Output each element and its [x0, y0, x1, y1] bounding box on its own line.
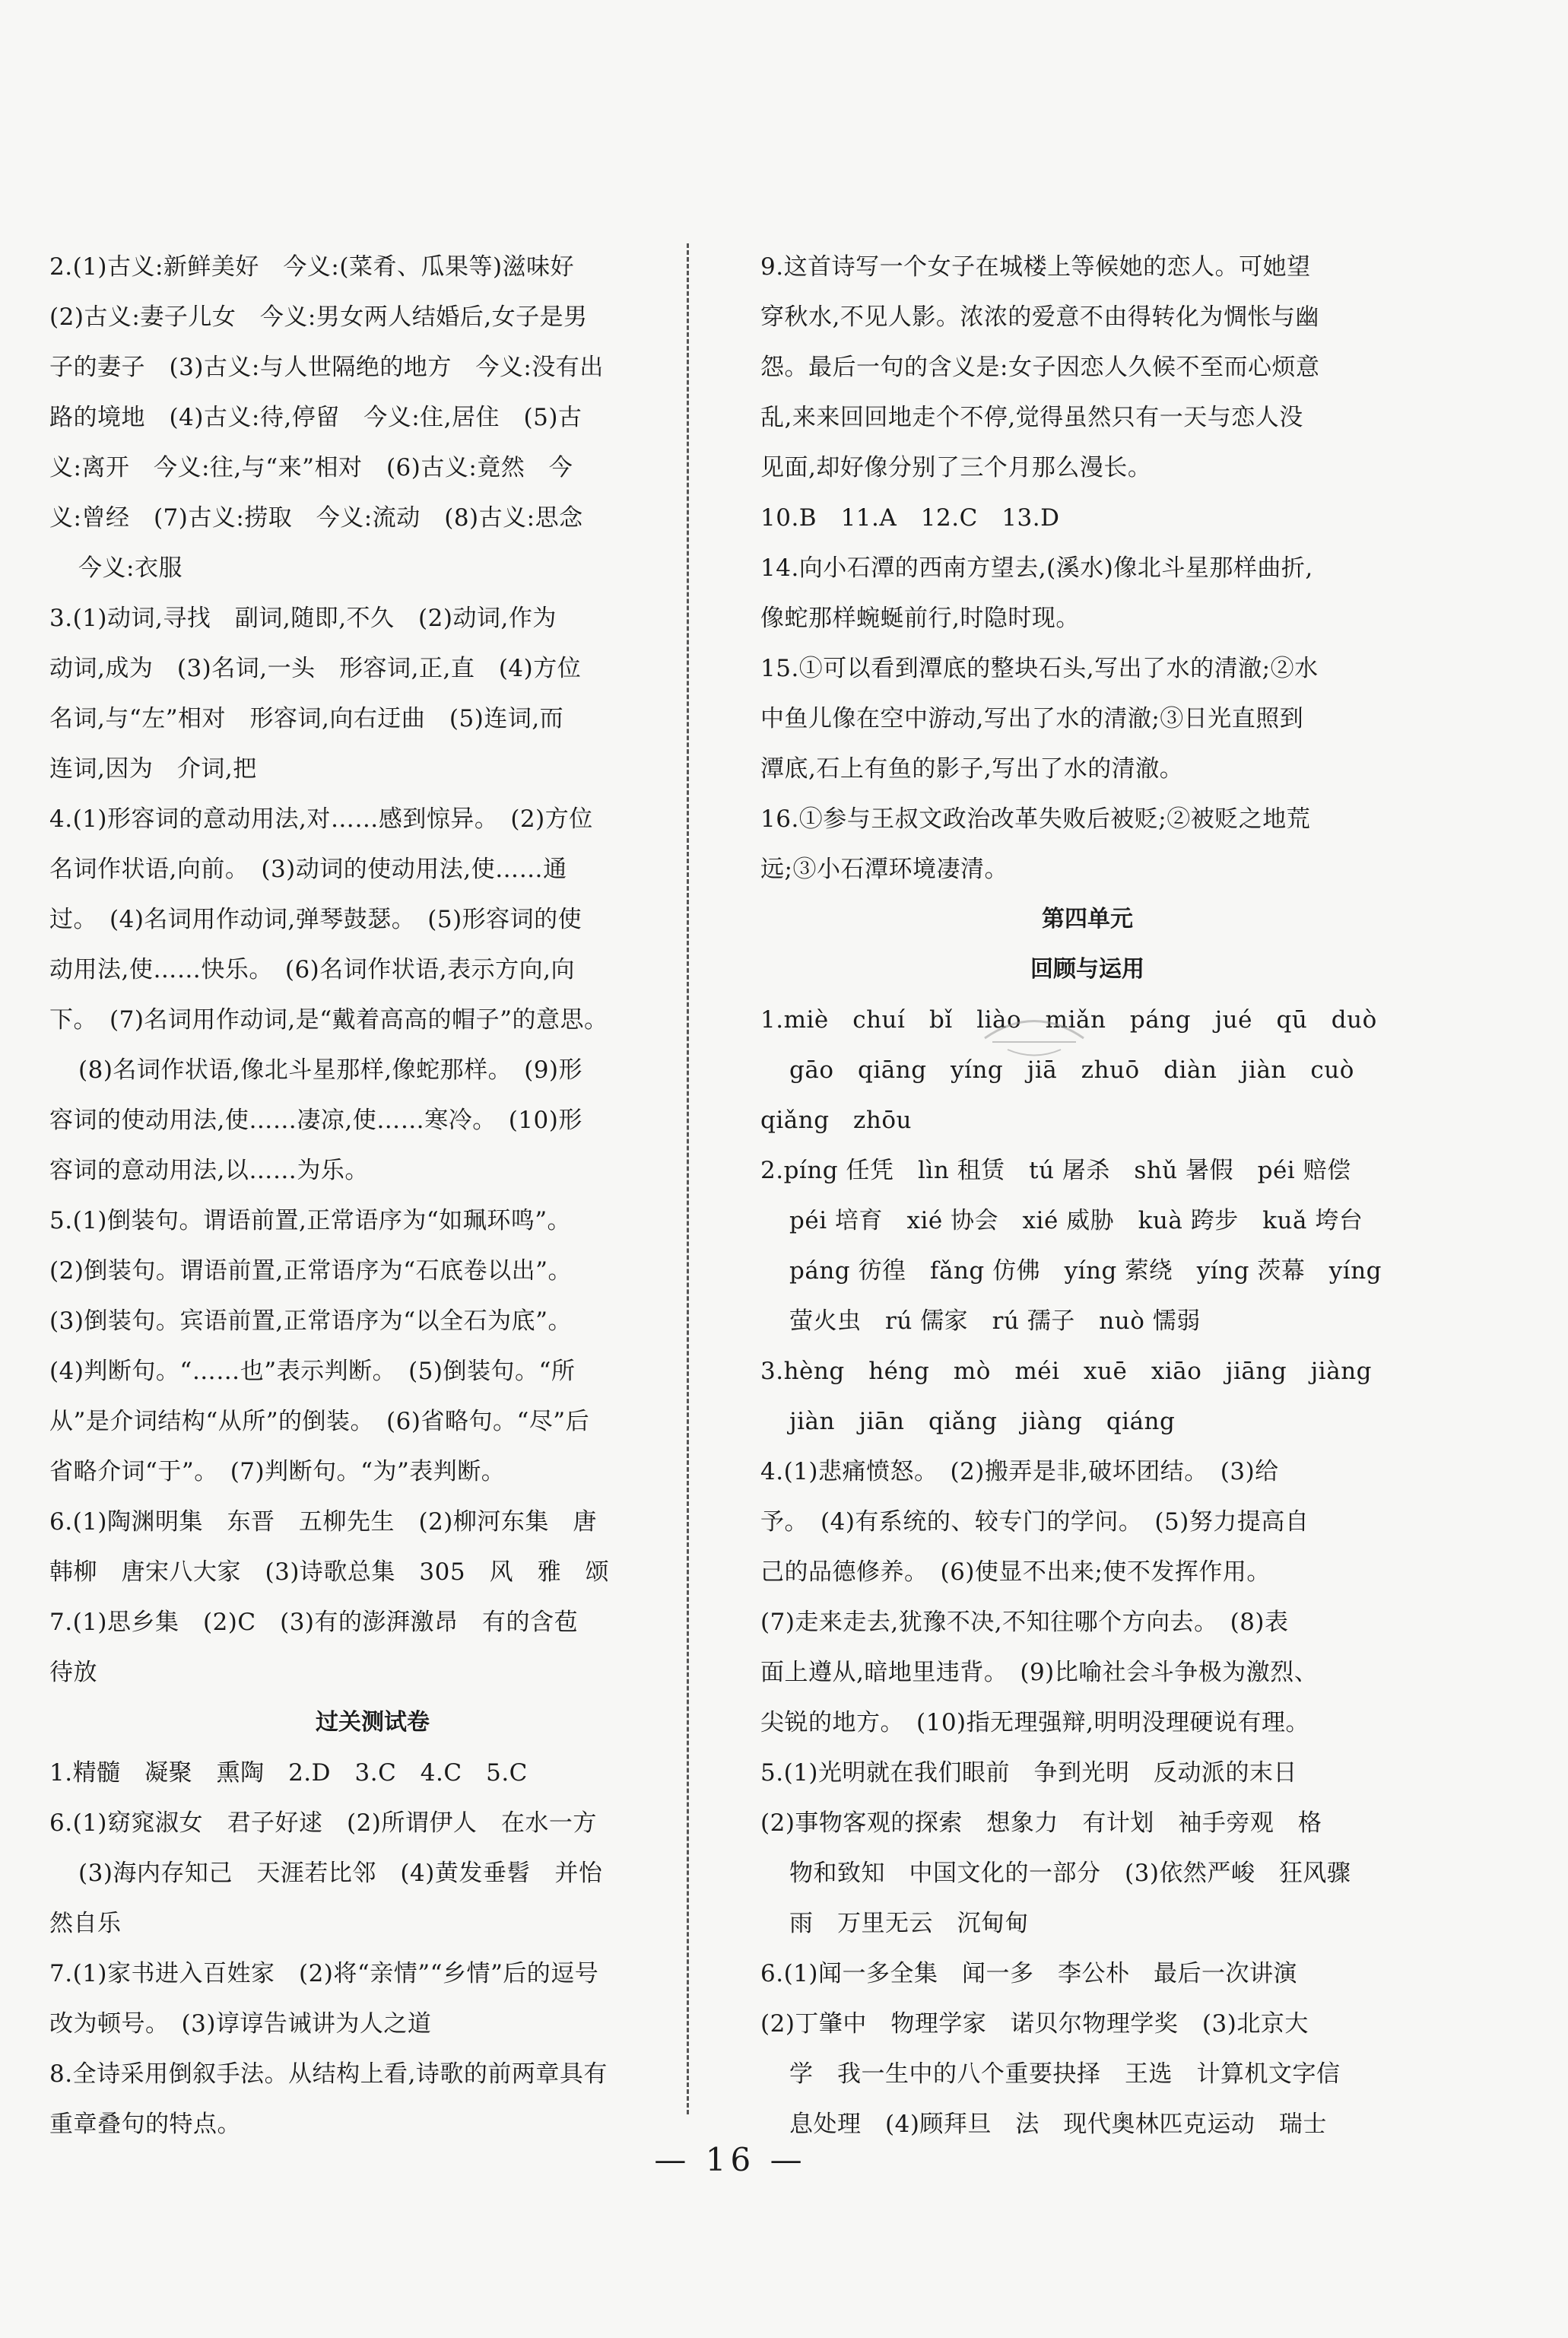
- answer-line: 14.向小石潭的西南方望去,(溪水)像北斗星那样曲折,: [760, 554, 1313, 582]
- answer-line: 3.hèng héng mò méi xuē xiāo jiāng jiàng: [760, 1358, 1373, 1385]
- answer-line: 4.(1)形容词的意动用法,对……感到惊异。 (2)方位: [49, 805, 593, 833]
- section-heading: 回顾与运用: [1030, 956, 1144, 983]
- answer-line: (3)海内存知己 天涯若比邻 (4)黄发垂髫 并怡: [78, 1860, 603, 1887]
- answer-line: 物和致知 中国文化的一部分 (3)依然严峻 狂风骤: [789, 1860, 1351, 1887]
- answer-line: jiàn jiān qiǎng jiàng qiáng: [789, 1408, 1176, 1435]
- answer-line: 15.①可以看到潭底的整块石头,写出了水的清澈;②水: [760, 655, 1319, 682]
- answer-line: 7.(1)思乡集 (2)C (3)有的澎湃激昂 有的含苞: [49, 1609, 579, 1636]
- answer-line: 5.(1)倒装句。谓语前置,正常语序为“如珮环鸣”。: [49, 1207, 572, 1234]
- answer-line: páng 彷徨 fǎng 仿佛 yíng 萦绕 yíng 茨幕 yíng: [789, 1257, 1382, 1285]
- answer-line: 5.(1)光明就在我们眼前 争到光明 反动派的末日: [760, 1759, 1297, 1787]
- answer-line: (3)倒装句。宾语前置,正常语序为“以全石为底”。: [49, 1307, 572, 1335]
- answer-line: 义:离开 今义:往,与“来”相对 (6)古义:竟然 今: [49, 454, 573, 481]
- answer-line: 萤火虫 rú 儒家 rú 孺子 nuò 懦弱: [789, 1307, 1201, 1335]
- answer-line: 乱,来来回回地走个不停,觉得虽然只有一天与恋人没: [760, 404, 1303, 431]
- answer-line: (8)名词作状语,像北斗星那样,像蛇那样。 (9)形: [78, 1056, 583, 1084]
- answer-line: 9.这首诗写一个女子在城楼上等候她的恋人。可她望: [760, 253, 1311, 281]
- answer-line: 改为顿号。 (3)谆谆告诫讲为人之道: [49, 2010, 432, 2038]
- answer-line: 重章叠句的特点。: [49, 2111, 241, 2138]
- answer-line: 16.①参与王叔文政治改革失败后被贬;②被贬之地荒: [760, 805, 1311, 833]
- answer-line: 8.全诗采用倒叙手法。从结构上看,诗歌的前两章具有: [49, 2060, 608, 2088]
- answer-line: 见面,却好像分别了三个月那么漫长。: [760, 454, 1152, 481]
- stamp-watermark-icon: [977, 1008, 1091, 1061]
- answer-line: 动用法,使……快乐。 (6)名词作状语,表示方向,向: [49, 956, 575, 983]
- answer-line: 1.miè chuí bǐ liào miǎn páng jué qū duò: [760, 1006, 1377, 1034]
- answer-line: 怨。最后一句的含义是:女子因恋人久候不至而心烦意: [760, 354, 1320, 381]
- answer-line: (7)走来走去,犹豫不决,不知往哪个方向去。 (8)表: [760, 1609, 1289, 1636]
- left-column: [49, 242, 696, 2149]
- section-heading: 第四单元: [1042, 906, 1133, 932]
- answer-line: 像蛇那样蜿蜒前行,时隐时现。: [760, 605, 1080, 632]
- answer-line: 韩柳 唐宋八大家 (3)诗歌总集 305 风 雅 颂: [49, 1558, 610, 1586]
- answer-line: 中鱼儿像在空中游动,写出了水的清澈;③日光直照到: [760, 705, 1304, 732]
- answer-line: 息处理 (4)顾拜旦 法 现代奥林匹克运动 瑞士: [789, 2111, 1327, 2138]
- answer-line: 省略介词“于”。 (7)判断句。“为”表判断。: [49, 1458, 506, 1485]
- page-number: — 16 —: [654, 2141, 807, 2178]
- answer-line: 面上遵从,暗地里违背。 (9)比喻社会斗争极为激烈、: [760, 1659, 1319, 1686]
- answer-line: 尖锐的地方。 (10)指无理强辩,明明没理硬说有理。: [760, 1709, 1309, 1736]
- answer-line: péi 培育 xié 协会 xié 威胁 kuà 跨步 kuǎ 垮台: [789, 1207, 1363, 1234]
- answer-line: 予。 (4)有系统的、较专门的学问。 (5)努力提高自: [760, 1508, 1309, 1536]
- answer-line: 义:曾经 (7)古义:捞取 今义:流动 (8)古义:思念: [49, 504, 583, 532]
- answer-line: 4.(1)悲痛愤怒。 (2)搬弄是非,破坏团结。 (3)给: [760, 1458, 1279, 1485]
- answer-line: 2.(1)古义:新鲜美好 今义:(菜肴、瓜果等)滋味好: [49, 253, 575, 281]
- answer-line: 10.B 11.A 12.C 13.D: [760, 504, 1060, 532]
- answer-line: 动词,成为 (3)名词,一头 形容词,正,直 (4)方位: [49, 655, 582, 682]
- answer-line: qiǎng zhōu: [760, 1107, 912, 1134]
- answer-line: 容词的意动用法,以……为乐。: [49, 1157, 369, 1184]
- answer-line: 从”是介词结构“从所”的倒装。 (6)省略句。“尽”后: [49, 1408, 590, 1435]
- answer-line: 下。 (7)名词用作动词,是“戴着高高的帽子”的意思。: [49, 1006, 608, 1034]
- answer-line: 6.(1)陶渊明集 东晋 五柳先生 (2)柳河东集 唐: [49, 1508, 597, 1536]
- answer-line: (2)事物客观的探索 想象力 有计划 袖手旁观 格: [760, 1809, 1322, 1837]
- answer-line: gāo qiāng yíng jiā zhuō diàn jiàn cuò: [789, 1056, 1354, 1084]
- answer-line: 容词的使动用法,使……凄凉,使……寒冷。 (10)形: [49, 1107, 582, 1134]
- answer-line: 路的境地 (4)古义:待,停留 今义:住,居住 (5)古: [49, 404, 582, 431]
- answer-line: 1.精髓 凝聚 熏陶 2.D 3.C 4.C 5.C: [49, 1759, 528, 1787]
- answer-line: 7.(1)家书进入百姓家 (2)将“亲情”“乡情”后的逗号: [49, 1960, 599, 1987]
- answer-line: (2)丁肇中 物理学家 诺贝尔物理学奖 (3)北京大: [760, 2010, 1309, 2038]
- answer-line: 3.(1)动词,寻找 副词,随即,不久 (2)动词,作为: [49, 605, 557, 632]
- answer-line: 名词,与“左”相对 形容词,向右迂曲 (5)连词,而: [49, 705, 564, 732]
- answer-line: 名词作状语,向前。 (3)动词的使动用法,使……通: [49, 856, 567, 883]
- column-divider: [687, 243, 689, 2114]
- answer-line: (2)古义:妻子儿女 今义:男女两人结婚后,女子是男: [49, 303, 588, 331]
- answer-line: 待放: [49, 1659, 97, 1686]
- answer-line: (4)判断句。“……也”表示判断。 (5)倒装句。“所: [49, 1358, 576, 1385]
- right-column: [760, 242, 1414, 2149]
- answer-line: 2.píng 任凭 lìn 租赁 tú 屠杀 shǔ 暑假 péi 赔偿: [760, 1157, 1351, 1184]
- answer-line: 然自乐: [49, 1910, 122, 1937]
- section-heading: 过关测试卷: [316, 1709, 430, 1736]
- answer-line: 己的品德修养。 (6)使显不出来;使不发挥作用。: [760, 1558, 1271, 1586]
- answer-line: 远;③小石潭环境凄清。: [760, 856, 1008, 883]
- answer-line: 潭底,石上有鱼的影子,写出了水的清澈。: [760, 755, 1184, 783]
- answer-line: 穿秋水,不见人影。浓浓的爱意不由得转化为惆怅与幽: [760, 303, 1319, 331]
- answer-line: 学 我一生中的八个重要抉择 王选 计算机文字信: [789, 2060, 1341, 2088]
- answer-line: 6.(1)窈窕淑女 君子好逑 (2)所谓伊人 在水一方: [49, 1809, 597, 1837]
- answer-line: 连词,因为 介词,把: [49, 755, 257, 783]
- answer-line: (2)倒装句。谓语前置,正常语序为“石底卷以出”。: [49, 1257, 572, 1285]
- answer-line: 子的妻子 (3)古义:与人世隔绝的地方 今义:没有出: [49, 354, 604, 381]
- answer-line: 今义:衣服: [78, 554, 183, 582]
- answer-line: 雨 万里无云 沉甸甸: [789, 1910, 1029, 1937]
- answer-line: 过。 (4)名词用作动词,弹琴鼓瑟。 (5)形容词的使: [49, 906, 582, 933]
- answer-line: 6.(1)闻一多全集 闻一多 李公朴 最后一次讲演: [760, 1960, 1297, 1987]
